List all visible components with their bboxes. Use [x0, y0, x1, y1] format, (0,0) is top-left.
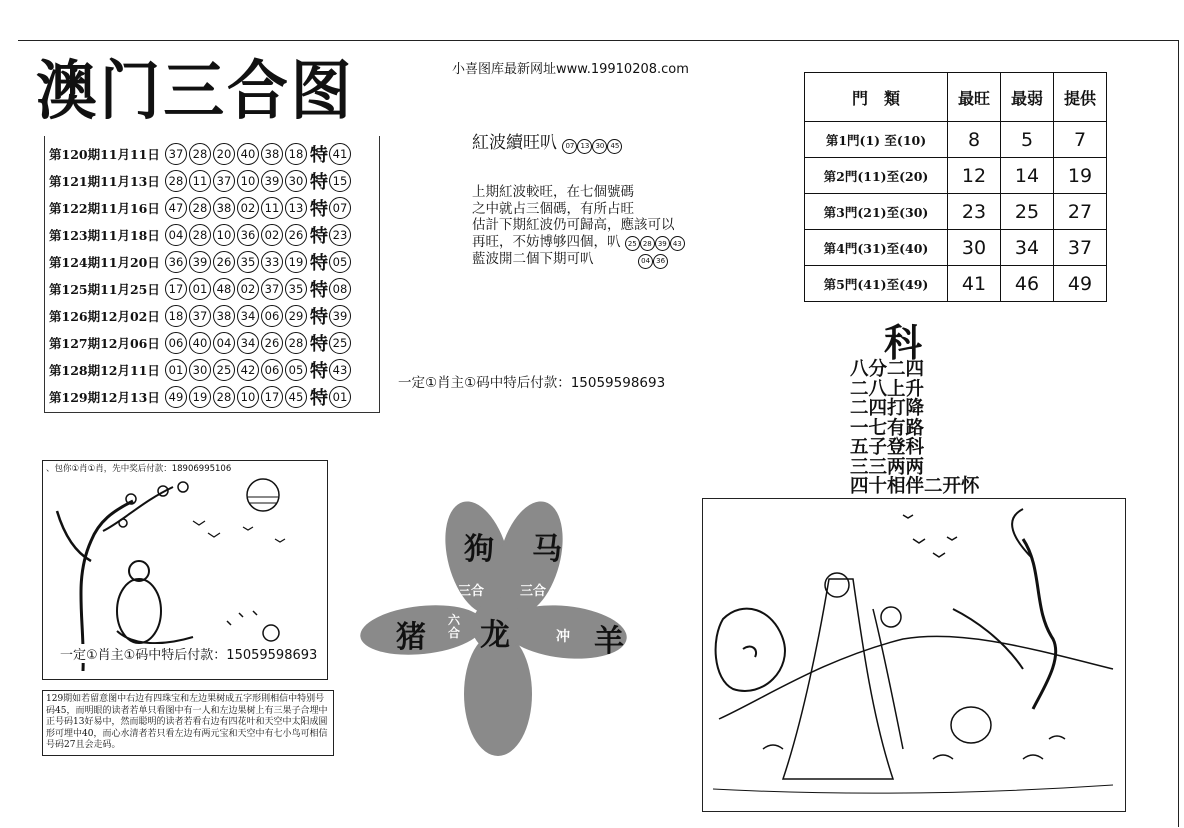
website-text[interactable]: 小喜图库最新网址www.19910208.com	[452, 62, 689, 77]
history-row: 第120期11月11日 37 28 20 40 38 18 特 41	[49, 140, 353, 167]
gate-row: 第5門(41)至(49) 41 46 49	[805, 266, 1107, 302]
gate-row: 第4門(31)至(40) 30 34 37	[805, 230, 1107, 266]
history-row: 第126期12月02日 18 37 38 34 06 29 特 39	[49, 302, 353, 329]
gate-table	[804, 72, 1107, 302]
red-wave-line-5: 藍波開二個下期可叭 04 36	[472, 251, 752, 269]
history-row: 第129期12月13日 49 19 28 10 17 45 特 01	[49, 383, 353, 410]
red-wave-text: 上期紅波較旺，在七個號碼 之中就占三個碼，有所占旺 估計下期紅波仍可歸高，應該可以 再旺，不妨博够四個，叭 25 28 39 43 藍波開二個下期可叭 04 36	[472, 184, 752, 269]
ke-heading: 科	[884, 320, 923, 365]
red-wave-title: 紅波續旺叭 07 13 30 45	[472, 128, 622, 154]
history-row: 第122期11月16日 47 28 38 02 11 13 特 07	[49, 194, 353, 221]
zodiac-flower: 狗 马 猪 羊 龙 三合 三合 六合 冲	[360, 498, 630, 760]
gate-row: 第2門(11)至(20) 12 14 19	[805, 158, 1107, 194]
history-row: 第121期11月13日 28 11 37 10 39 30 特 15	[49, 167, 353, 194]
ke-poem: 八分二四 二八上升 二四打降 一七有路 五子登科 三三两两 四十相伴二开怀	[850, 359, 980, 497]
gate-row: 第3門(21)至(30) 23 25 27	[805, 194, 1107, 230]
promo-left-picture: 一定①肖主①码中特后付款：15059598693	[60, 644, 317, 663]
history-list	[44, 136, 380, 413]
ladies-landscape-illustration	[703, 499, 1125, 811]
gate-table-header: 門 類 最旺 最弱 提供	[805, 73, 1107, 122]
caption-text: 129期如若留意图中右边有四珠宝和左边果树成五字形則相信中特别号码45，而明眼的读者若单只看图中有一人和左边果树上有三果子合埋中正号码13好易中，然而聪明的读者若看右边有四花叶和天空中太阳成圆形可埋中40，而心水清者若只看左边有两元宝和天空中有七小鸟可相信号码27且会走码。	[42, 690, 334, 756]
history-row: 第128期12月11日 01 30 25 42 06 05 特 43	[49, 356, 353, 383]
history-row: 第125期11月25日 17 01 48 02 37 35 特 08	[49, 275, 353, 302]
history-row: 第124期11月20日 36 39 26 35 33 19 特 05	[49, 248, 353, 275]
promo-small-top: 、包你①肖①肖，先中奖后付款：18906995106	[46, 464, 232, 474]
history-row: 第123期11月18日 04 28 10 36 02 26 特 23	[49, 221, 353, 248]
right-picture	[702, 498, 1126, 812]
promo-middle: 一定①肖主①码中特后付款：15059598693	[398, 375, 666, 391]
gate-row: 第1門(1) 至(10) 8 5 7	[805, 122, 1107, 158]
history-row: 第127期12月06日 06 40 04 34 26 28 特 25	[49, 329, 353, 356]
red-wave-line-4: 再旺，不妨博够四個，叭 25 28 39 43	[472, 234, 752, 252]
page-title: 澳门三合图	[36, 55, 355, 129]
